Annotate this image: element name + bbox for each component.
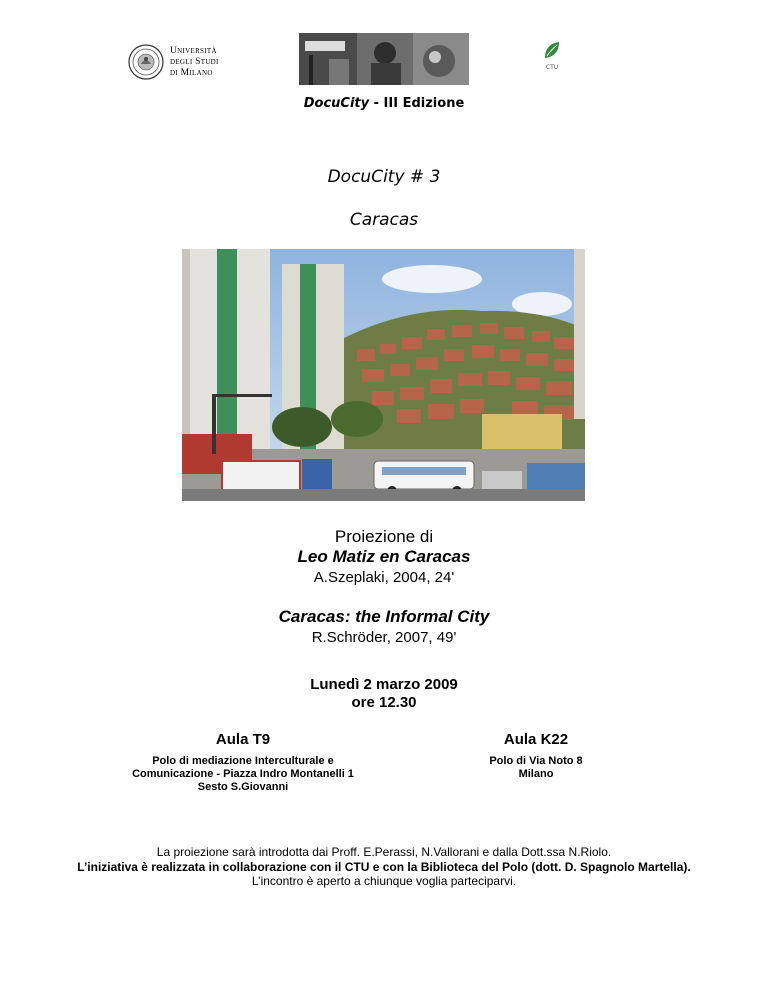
ctu-logo — [531, 36, 573, 78]
page-title: DocuCity # 3 — [327, 167, 441, 187]
venue-left — [80, 731, 406, 794]
venue-right — [436, 731, 636, 781]
film-credit-2: R.Schröder, 2007, 49' — [311, 629, 457, 646]
film-credit-1: A.Szeplaki, 2004, 24' — [313, 569, 455, 586]
edition-line — [0, 96, 768, 111]
university-seal-icon — [128, 44, 164, 80]
intro-note: La proiezione sarà introdotta dai Proff. E.Perassi, N.Vallorani e dalla Dott.ssa N.Riolo. — [156, 845, 612, 859]
university-name: Università degli Studi di Milano — [170, 46, 219, 78]
screening-label: Proiezione di — [334, 527, 434, 546]
caracas-photo — [182, 249, 585, 501]
edition-suffix: - III Edizione — [369, 96, 465, 111]
open-note: L’incontro è aperto a chiunque voglia parteciparvi. — [251, 874, 517, 888]
venue-address: Polo di Via Noto 8 Milano — [489, 755, 583, 780]
edition-series: DocuCity — [303, 96, 370, 111]
venue-room: Aula T9 — [215, 731, 271, 748]
collaboration-note: L’iniziativa è realizzata in collaborazione con il CTU e con la Biblioteca del Polo (dott. D. Spagnolo Martella). — [77, 859, 691, 874]
university-logo — [128, 44, 248, 84]
page-subtitle-city: Caracas — [349, 210, 419, 230]
footer-notes — [70, 845, 698, 889]
venue-room: Aula K22 — [503, 731, 569, 748]
film-title-1: Leo Matiz en Caracas — [297, 547, 471, 566]
ctu-leaf-icon — [531, 36, 573, 66]
screening-date: Lunedì 2 marzo 2009 — [310, 676, 458, 693]
photo-collage — [299, 33, 469, 85]
ctu-logo-text: CTU — [545, 64, 559, 71]
film-title-2: Caracas: the Informal City — [278, 607, 490, 626]
screening-time: ore 12.30 — [351, 694, 417, 711]
venue-address: Polo di mediazione Interculturale e Comunicazione - Piazza Indro Montanelli 1 Sesto S.Giovanni — [132, 755, 354, 793]
